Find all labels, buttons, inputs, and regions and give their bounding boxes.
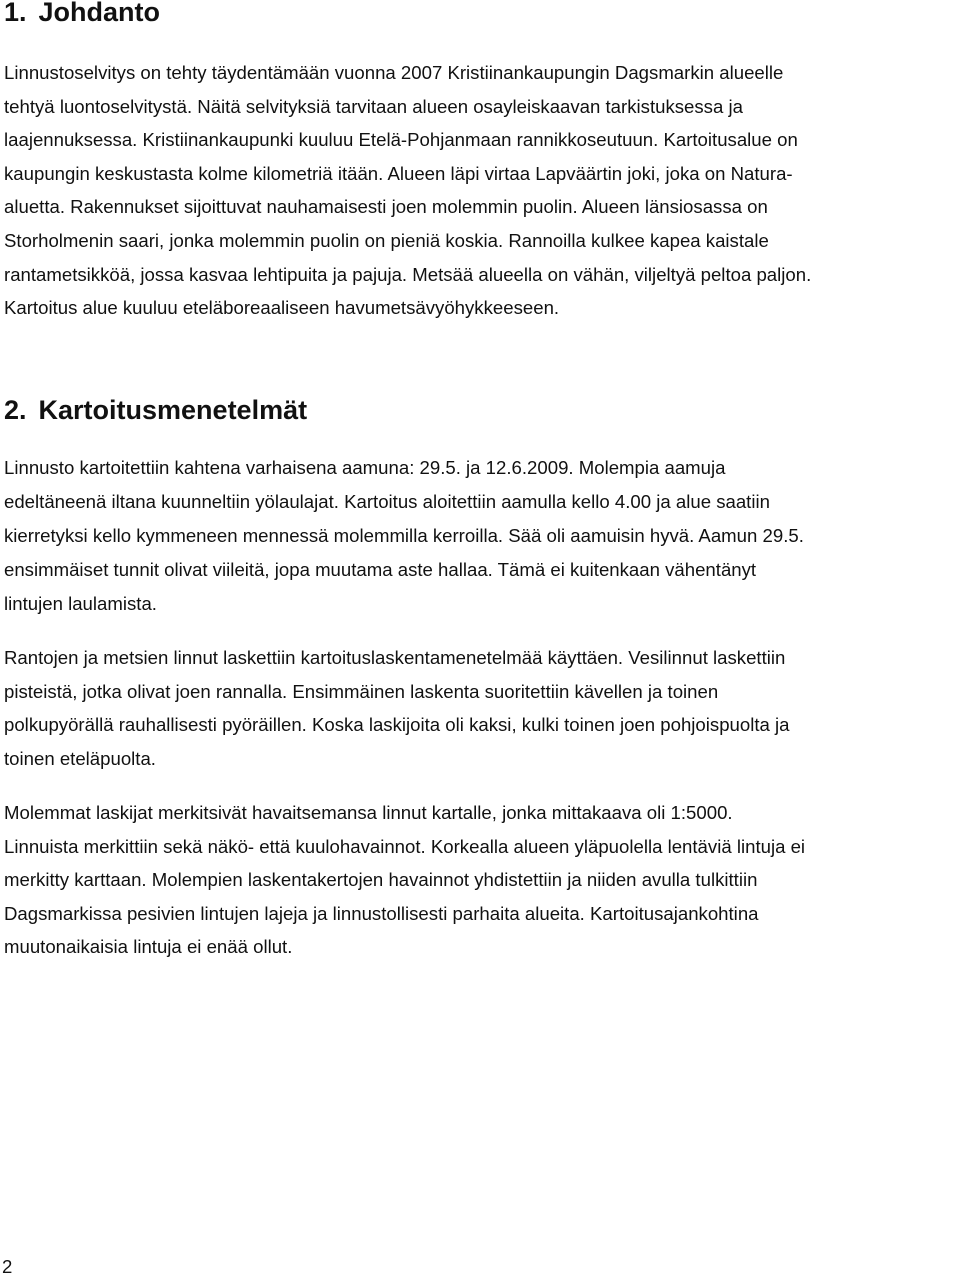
section-number: 1. [4,0,27,27]
text-line: Linnuista merkittiin sekä näkö- että kuulohavainnot. Korkealla alueen yläpuolella lentäviä lintuja ei [4,835,806,857]
section-number: 2. [4,395,27,425]
text-line: aluetta. Rakennukset sijoittuvat nauhamaisesti joen molemmin puolin. Alueen länsiosassa on [4,196,768,218]
text-line: Dagsmarkissa pesivien lintujen lajeja ja linnustollisesti parhaita alueita. Kartoitusajankohtina [4,902,759,924]
text-line: pisteistä, jotka olivat joen rannalla. Ensimmäinen laskenta suoritettiin kävellen ja toinen [4,680,719,702]
section-heading-kartoitusmenetelmat [4,394,307,426]
text-line: kaupungin keskustasta kolme kilometriä itään. Alueen läpi virtaa Lapväärtin joki, joka on Natura- [4,162,793,184]
text-line: Linnustoselvitys on tehty täydentämään vuonna 2007 Kristiinankaupungin Dagsmarkin alueelle [4,62,784,83]
text-line: Linnusto kartoitettiin kahtena varhaisena aamuna: 29.5. ja 12.6.2009. Molempia aamuja [4,457,726,478]
text-line: muutonaikaisia lintuja ei enää ollut. [4,936,293,958]
methods-paragraph-1 [4,451,958,621]
text-line: toinen eteläpuolta. [4,747,156,769]
section-title: Kartoitusmenetelmät [38,395,308,425]
methods-paragraph-2 [4,641,958,775]
text-line: lintujen laulamista. [4,593,157,614]
text-line: Molemmat laskijat merkitsivät havaitsemansa linnut kartalle, jonka mittakaava oli 1:5000. [4,802,733,823]
text-line: merkitty karttaan. Molempien laskentakertojen havainnot yhdistettiin ja niiden avulla tulkittiin [4,869,758,891]
intro-paragraph [4,56,958,325]
text-line: polkupyörällä rauhallisesti pyöräillen. Koska laskijoita oli kaksi, kulki toinen joen pohjoispuolta ja [4,714,790,736]
page-number: 2 [2,1256,13,1277]
text-line: tehtyä luontoselvitystä. Näitä selvityksiä tarvitaan alueen osayleiskaavan tarkistuksessa ja [4,95,743,117]
text-line: rantametsikköä, jossa kasvaa lehtipuita ja pajuja. Metsää alueella on vähän, viljeltyä peltoa paljon. [4,263,812,285]
section-title: Johdanto [38,0,161,27]
text-line: Storholmenin saari, jonka molemmin puolin on pieniä koskia. Rannoilla kulkee kapea kaistale [4,229,769,251]
text-line: Rantojen ja metsien linnut laskettiin kartoituslaskentamenetelmää käyttäen. Vesilinnut laskettiin [4,647,786,668]
methods-paragraph-3 [4,796,958,964]
text-line: ensimmäiset tunnit olivat viileitä, jopa muutama aste hallaa. Tämä ei kuitenkaan vähentänyt [4,559,757,580]
text-line: Kartoitus alue kuuluu eteläboreaaliseen havumetsävyöhykkeeseen. [4,297,560,319]
text-line: edeltäneenä iltana kuunneltiin yölaulajat. Kartoitus aloitettiin aamulla kello 4.00 ja alue saatiin [4,491,770,512]
section-heading-johdanto [4,0,160,28]
text-line: kierretyksi kello kymmeneen mennessä molemmilla kerroilla. Sää oli aamuisin hyvä. Aamun 29.5. [4,525,804,546]
text-line: laajennuksessa. Kristiinankaupunki kuuluu Etelä-Pohjanmaan rannikkoseutuun. Kartoitusalue on [4,129,798,151]
